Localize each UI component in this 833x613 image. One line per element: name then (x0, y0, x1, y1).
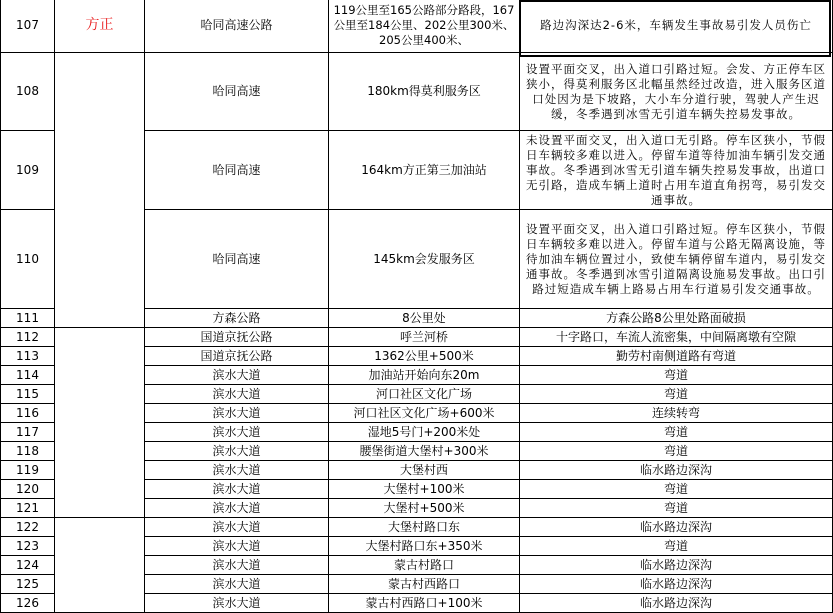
road-cell: 哈同高速 (145, 53, 329, 131)
road-cell: 方森公路 (145, 309, 329, 328)
location-cell: 呼兰河桥 (329, 328, 520, 347)
description-cell: 临水路边深沟 (520, 575, 833, 594)
row-number: 118 (1, 442, 55, 461)
road-cell: 滨水大道 (145, 404, 329, 423)
road-cell: 哈同高速 (145, 131, 329, 210)
description-cell: 弯道 (520, 499, 833, 518)
row-number: 113 (1, 347, 55, 366)
road-cell: 哈同高速公路 (145, 0, 329, 53)
row-number: 125 (1, 575, 55, 594)
location-cell: 119公里至165公路部分路段，167公里至184公里、202公里300米、205公里400米、 (329, 0, 520, 53)
row-number: 112 (1, 328, 55, 347)
row-number: 114 (1, 366, 55, 385)
description-cell: 临水路边深沟 (520, 518, 833, 537)
description-cell: 连续转弯 (520, 404, 833, 423)
description-cell: 临水路边深沟 (520, 594, 833, 613)
location-cell: 大堡村西 (329, 461, 520, 480)
road-cell: 滨水大道 (145, 499, 329, 518)
row-number: 122 (1, 518, 55, 537)
road-cell: 滨水大道 (145, 575, 329, 594)
road-cell: 滨水大道 (145, 480, 329, 499)
road-cell: 滨水大道 (145, 385, 329, 404)
description-cell: 弯道 (520, 366, 833, 385)
table-row (1, 328, 833, 347)
description-cell: 弯道 (520, 442, 833, 461)
description-cell: 方森公路8公里处路面破损 (520, 309, 833, 328)
row-number: 117 (1, 423, 55, 442)
description-cell: 弯道 (520, 423, 833, 442)
row-number: 121 (1, 499, 55, 518)
description-cell: 勤劳村南侧道路有弯道 (520, 347, 833, 366)
row-number: 111 (1, 309, 55, 328)
location-cell: 蒙古村西路口 (329, 575, 520, 594)
location-cell: 蒙古村路口 (329, 556, 520, 575)
row-number: 107 (1, 0, 55, 53)
row-number: 126 (1, 594, 55, 613)
road-cell: 滨水大道 (145, 461, 329, 480)
description-cell: 未设置平面交叉，出入道口无引路。停车区狭小，节假日车辆较多难以进入。停留车道等待加油车辆引发交通事故。冬季遇到冰雪无引道车辆失控易发事故，出道口无引路，造成车辆上道时占用车道直角拐弯，易引发交通事故。 (520, 131, 833, 210)
location-cell: 180km得莫利服务区 (329, 53, 520, 131)
road-cell: 滨水大道 (145, 594, 329, 613)
location-cell: 腰堡街道大堡村+300米 (329, 442, 520, 461)
row-number: 119 (1, 461, 55, 480)
location-cell: 蒙古村西路口+100米 (329, 594, 520, 613)
road-cell: 滨水大道 (145, 537, 329, 556)
road-cell: 滨水大道 (145, 442, 329, 461)
row-number: 123 (1, 537, 55, 556)
road-cell: 国道京抚公路 (145, 347, 329, 366)
location-cell: 1362公里+500米 (329, 347, 520, 366)
road-cell: 哈同高速 (145, 210, 329, 309)
table-row (1, 518, 833, 537)
location-cell: 8公里处 (329, 309, 520, 328)
row-number: 116 (1, 404, 55, 423)
road-cell: 滨水大道 (145, 518, 329, 537)
description-cell: 弯道 (520, 480, 833, 499)
location-cell: 湿地5号门+200米处 (329, 423, 520, 442)
location-cell: 大堡村路口东 (329, 518, 520, 537)
location-cell: 河口社区文化广场 (329, 385, 520, 404)
table-row (1, 53, 833, 131)
location-cell: 加油站开始向东20m (329, 366, 520, 385)
row-number: 115 (1, 385, 55, 404)
location-cell: 145km会发服务区 (329, 210, 520, 309)
description-cell: 弯道 (520, 537, 833, 556)
description-cell: 临水路边深沟 (520, 556, 833, 575)
location-cell: 164km方正第三加油站 (329, 131, 520, 210)
region-cell (55, 518, 145, 613)
road-cell: 滨水大道 (145, 366, 329, 385)
row-number: 120 (1, 480, 55, 499)
row-number: 109 (1, 131, 55, 210)
region-cell (55, 53, 145, 328)
description-cell: 弯道 (520, 385, 833, 404)
region-cell (55, 328, 145, 518)
region-cell: 方正 (55, 0, 145, 53)
road-cell: 国道京抚公路 (145, 328, 329, 347)
row-number: 108 (1, 53, 55, 131)
table-row (1, 0, 833, 53)
description-cell: 设置平面交叉，出入道口引路过短。会发、方正停车区狭小，得莫利服务区北幅虽然经过改造，进入服务区道口处因为是下坡路，大小车分道行驶，驾驶人产生迟缓，冬季遇到冰雪无引道车辆失控易发事故。 (520, 53, 833, 131)
row-number: 124 (1, 556, 55, 575)
road-cell: 滨水大道 (145, 556, 329, 575)
location-cell: 大堡村+100米 (329, 480, 520, 499)
location-cell: 大堡村路口东+350米 (329, 537, 520, 556)
row-number: 110 (1, 210, 55, 309)
description-cell: 十字路口，车流人流密集，中间隔离墩有空隙 (520, 328, 833, 347)
description-cell: 路边沟深达2-6米，车辆发生事故易引发人员伤亡 (520, 0, 833, 53)
description-cell: 临水路边深沟 (520, 461, 833, 480)
description-cell: 设置平面交叉，出入道口引路过短。停车区狭小，节假日车辆较多难以进入。停留车道与公路无隔离设施，等待加油车辆位置过小，致使车辆停留车道内，易引发交通事故。冬季遇到冰雪引道隔离设施易发事故。出口引路过短造成车辆上路易占用车行道易引发交通事故。 (520, 210, 833, 309)
location-cell: 大堡村+500米 (329, 499, 520, 518)
location-cell: 河口社区文化广场+600米 (329, 404, 520, 423)
road-cell: 滨水大道 (145, 423, 329, 442)
